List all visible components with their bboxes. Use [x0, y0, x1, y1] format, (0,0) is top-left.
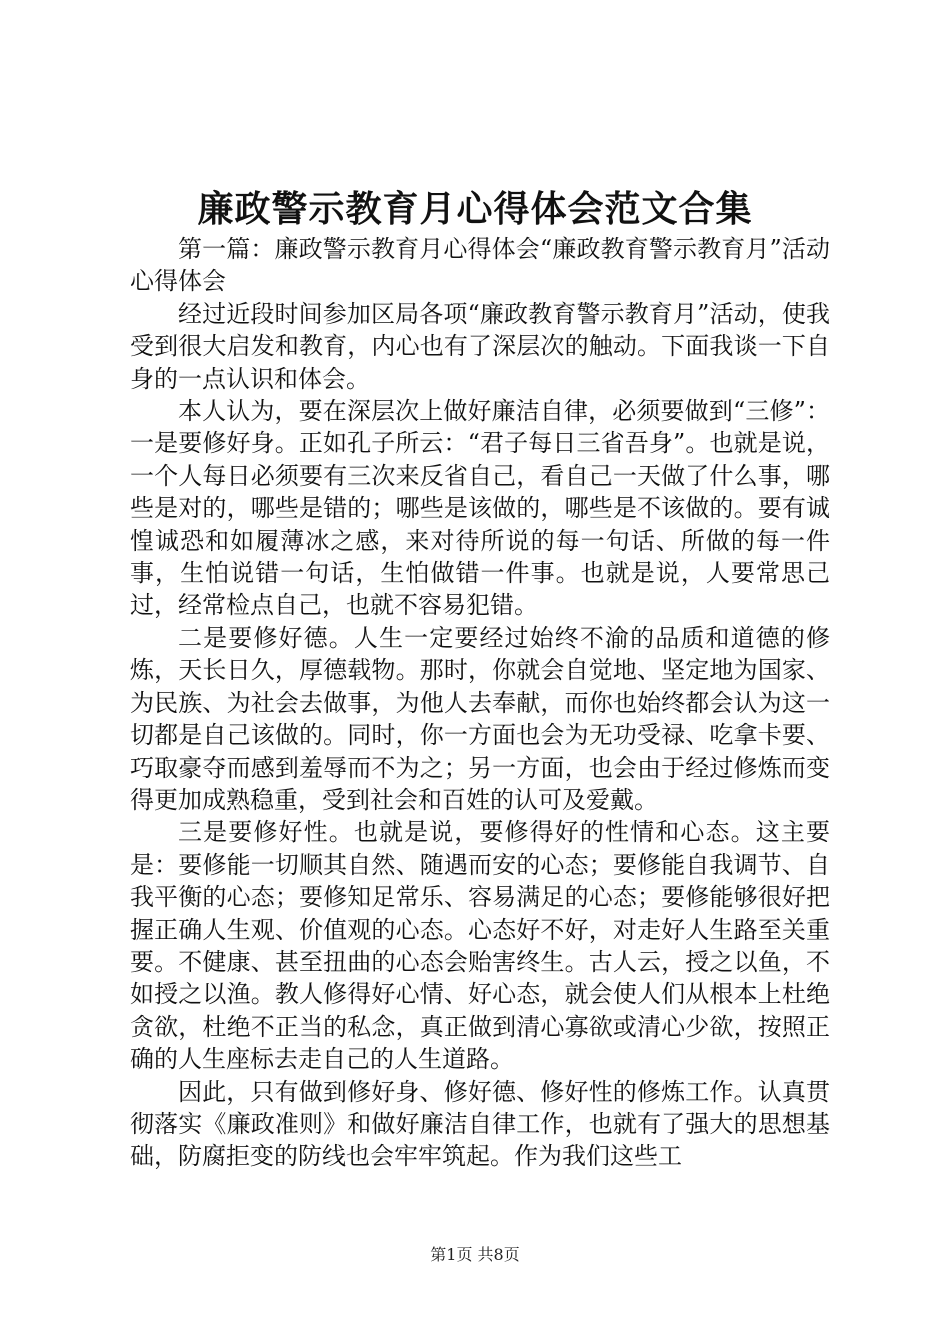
paragraph-heading: 第一篇：廉政警示教育月心得体会“廉政教育警示教育月”活动心得体会 [130, 235, 830, 296]
paragraph-xiuxing: 三是要修好性。也就是说，要修得好的性情和心态。这主要是：要修能一切顺其自然、随遇而安的心态；要修能自我调节、自我平衡的心态；要修知足常乐、容易满足的心态；要修能够很好把握正确人生观、价值观的心态。心态好不好，对走好人生路至关重要。不健康、甚至扭曲的心态会贻害终生。古人云，授之以鱼，不如授之以渔。教人修得好心情、好心态，就会使人们从根本上杜绝贪欲，杜绝不正当的私念，真正做到清心寡欲或清心少欲，按照正确的人生座标去走自己的人生道路。 [130, 818, 830, 1074]
paragraph-intro: 经过近段时间参加区局各项“廉政教育警示教育月”活动，使我受到很大启发和教育，内心也有了深层次的触动。下面我谈一下自身的一点认识和体会。 [130, 299, 830, 393]
document-title: 廉政警示教育月心得体会范文合集 [197, 188, 753, 230]
document-body [130, 233, 830, 1173]
paragraph-xiushen: 本人认为，要在深层次上做好廉洁自律，必须要做到“三修”：一是要修好身。正如孔子所云：“君子每日三省吾身”。也就是说，一个人每日必须要有三次来反省自己，看自己一天做了什么事，哪些是对的，哪些是错的；哪些是该做的，哪些是不该做的。要有诚惶诚恐和如履薄冰之感，来对待所说的每一句话、所做的每一件事，生怕说错一句话，生怕做错一件事。也就是说，人要常思己过，经常检点自己，也就不容易犯错。 [130, 397, 830, 620]
paragraph-xiude: 二是要修好德。人生一定要经过始终不渝的品质和道德的修炼，天长日久，厚德载物。那时，你就会自觉地、坚定地为国家、为民族、为社会去做事，为他人去奉献，而你也始终都会认为这一切都是自己该做的。同时，你一方面也会为无功受禄、吃拿卡要、巧取豪夺而感到羞辱而不为之；另一方面，也会由于经过修炼而变得更加成熟稳重，受到社会和百姓的认可及爱戴。 [130, 623, 830, 814]
paragraph-conclusion: 因此，只有做到修好身、修好德、修好性的修炼工作。认真贯彻落实《廉政准则》和做好廉洁自律工作，也就有了强大的思想基础，防腐拒变的防线也会牢牢筑起。作为我们这些工 [130, 1077, 830, 1171]
page-footer: 第1页 共8页 [430, 1245, 520, 1264]
